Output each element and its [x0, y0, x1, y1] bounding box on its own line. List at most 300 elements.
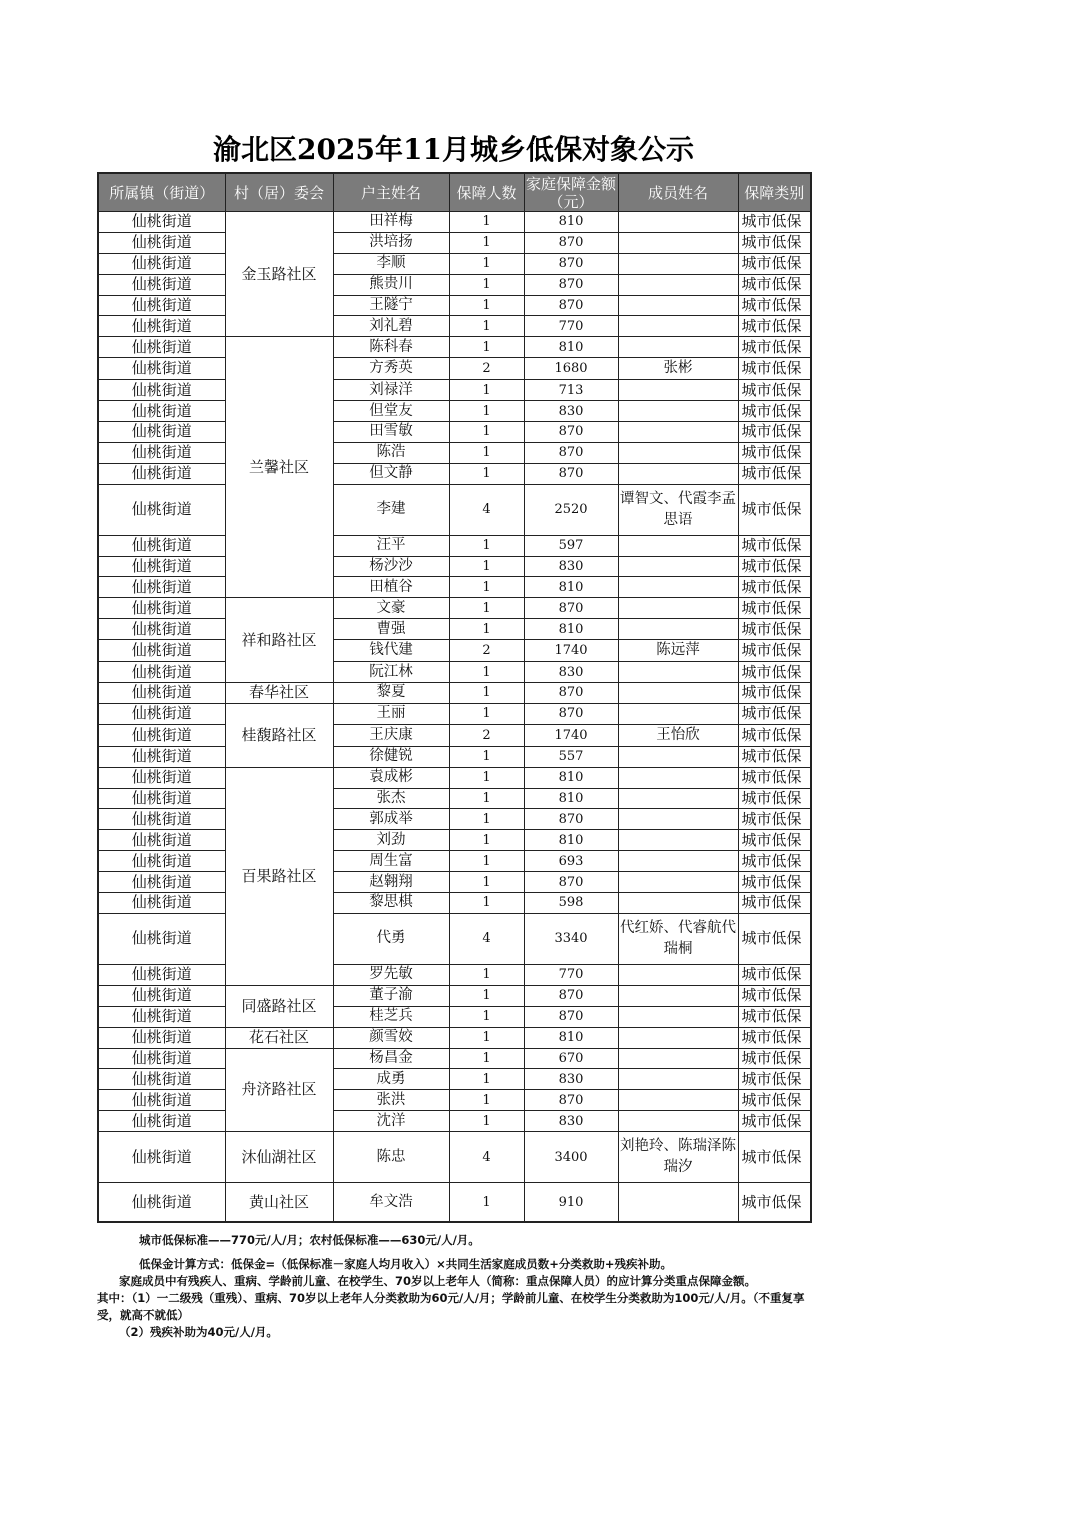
cell-count: 1 [449, 1006, 524, 1027]
cell-count: 1 [449, 662, 524, 683]
cell-head-name: 刘礼碧 [333, 316, 449, 337]
cell-head-name: 张洪 [333, 1090, 449, 1111]
cell-count: 1 [449, 683, 524, 704]
cell-committee: 百果路社区 [225, 767, 333, 985]
cell-members [618, 401, 738, 422]
cell-head-name: 陈忠 [333, 1132, 449, 1183]
cell-head-name: 杨沙沙 [333, 556, 449, 577]
cell-head-name: 田植谷 [333, 577, 449, 598]
cell-amount: 830 [524, 1111, 618, 1132]
cell-members [618, 788, 738, 809]
table-row [98, 724, 811, 746]
cell-head-name: 牟文浩 [333, 1183, 449, 1223]
cell-type: 城市低保 [738, 337, 811, 358]
table-row [98, 1048, 811, 1069]
cell-members [618, 295, 738, 316]
cell-count: 4 [449, 484, 524, 535]
table-row [98, 964, 811, 985]
cell-amount: 810 [524, 212, 618, 233]
cell-head-name: 郭成举 [333, 809, 449, 830]
cell-amount: 870 [524, 295, 618, 316]
cell-members [618, 253, 738, 274]
cell-members: 张彬 [618, 358, 738, 380]
cell-amount: 1740 [524, 724, 618, 746]
header-head-name: 户主姓名 [333, 173, 449, 212]
table-row [98, 913, 811, 964]
cell-members [618, 556, 738, 577]
header-amount: 家庭保障金额（元） [525, 174, 616, 211]
header-members: 成员姓名 [618, 173, 738, 212]
cell-head-name: 张杰 [333, 788, 449, 809]
cell-type: 城市低保 [738, 640, 811, 662]
cell-amount: 810 [524, 1027, 618, 1048]
cell-members [618, 1090, 738, 1111]
cell-members [618, 212, 738, 233]
cell-type: 城市低保 [738, 872, 811, 893]
cell-town: 仙桃街道 [98, 893, 225, 914]
cell-head-name: 曹强 [333, 619, 449, 640]
cell-amount: 1740 [524, 640, 618, 662]
table-row [98, 535, 811, 556]
cell-type: 城市低保 [738, 232, 811, 253]
cell-town: 仙桃街道 [98, 872, 225, 893]
cell-head-name: 赵翱翔 [333, 872, 449, 893]
table-row [98, 253, 811, 274]
header-count: 保障人数 [449, 173, 524, 212]
table-row [98, 380, 811, 401]
cell-count: 1 [449, 1048, 524, 1069]
header-town: 所属镇（街道） [98, 173, 225, 212]
cell-type: 城市低保 [738, 893, 811, 914]
cell-type: 城市低保 [738, 295, 811, 316]
cell-members [618, 577, 738, 598]
note-item-1: 其中：（1）一二级残（重残）、重病、70岁以上老年人分类救助为60元/人/月；学龄前儿童、在校学生分类救助为100元/人/月。（不重复享受，就高不就低） [97, 1291, 805, 1322]
cell-town: 仙桃街道 [98, 662, 225, 683]
cell-town: 仙桃街道 [98, 463, 225, 484]
cell-head-name: 田祥梅 [333, 212, 449, 233]
cell-town: 仙桃街道 [98, 788, 225, 809]
cell-town: 仙桃街道 [98, 619, 225, 640]
cell-amount: 870 [524, 463, 618, 484]
cell-members: 刘艳玲、陈瑞泽陈瑞汐 [618, 1132, 738, 1183]
table-row [98, 295, 811, 316]
table-row [98, 442, 811, 463]
cell-members [618, 274, 738, 295]
cell-head-name: 王庆康 [333, 724, 449, 746]
cell-town: 仙桃街道 [98, 913, 225, 964]
cell-town: 仙桃街道 [98, 253, 225, 274]
cell-town: 仙桃街道 [98, 1069, 225, 1090]
table-row [98, 809, 811, 830]
cell-count: 1 [449, 746, 524, 767]
cell-count: 1 [449, 830, 524, 851]
cell-town: 仙桃街道 [98, 1027, 225, 1048]
cell-type: 城市低保 [738, 401, 811, 422]
cell-amount: 810 [524, 577, 618, 598]
header-committee: 村（居）委会 [225, 173, 333, 212]
table-row [98, 358, 811, 380]
cell-town: 仙桃街道 [98, 640, 225, 662]
cell-town: 仙桃街道 [98, 1183, 225, 1223]
cell-type: 城市低保 [738, 380, 811, 401]
cell-members [618, 380, 738, 401]
cell-type: 城市低保 [738, 964, 811, 985]
cell-type: 城市低保 [738, 851, 811, 872]
cell-head-name: 陈科春 [333, 337, 449, 358]
table-row [98, 232, 811, 253]
header-type: 保障类别 [738, 173, 811, 212]
cell-town: 仙桃街道 [98, 401, 225, 422]
cell-town: 仙桃街道 [98, 703, 225, 724]
cell-head-name: 杨昌金 [333, 1048, 449, 1069]
cell-head-name: 方秀英 [333, 358, 449, 380]
table-row [98, 556, 811, 577]
cell-amount: 870 [524, 442, 618, 463]
cell-town: 仙桃街道 [98, 830, 225, 851]
note-item-2: （2）残疾补助为40元/人/月。 [119, 1325, 278, 1339]
cell-committee: 黄山社区 [225, 1183, 333, 1223]
cell-count: 2 [449, 358, 524, 380]
cell-count: 1 [449, 535, 524, 556]
cell-town: 仙桃街道 [98, 556, 225, 577]
cell-count: 2 [449, 724, 524, 746]
cell-head-name: 代勇 [333, 913, 449, 964]
cell-town: 仙桃街道 [98, 683, 225, 704]
table-row [98, 767, 811, 788]
cell-type: 城市低保 [738, 422, 811, 443]
table-row [98, 985, 811, 1006]
cell-count: 1 [449, 767, 524, 788]
table-row [98, 703, 811, 724]
table-row [98, 212, 811, 233]
cell-town: 仙桃街道 [98, 724, 225, 746]
cell-amount: 557 [524, 746, 618, 767]
cell-town: 仙桃街道 [98, 985, 225, 1006]
cell-head-name: 徐健锐 [333, 746, 449, 767]
note-standard: 城市低保标准——770元/人/月；农村低保标准——630元/人/月。 [139, 1233, 480, 1247]
cell-members: 王怡欣 [618, 724, 738, 746]
cell-amount: 870 [524, 598, 618, 619]
table-row [98, 598, 811, 619]
cell-type: 城市低保 [738, 619, 811, 640]
cell-count: 1 [449, 380, 524, 401]
note-key-persons: 家庭成员中有残疾人、重病、学龄前儿童、在校学生、70岁以上老年人（简称：重点保障人员）的应计算分类重点保障金额。 [119, 1274, 756, 1288]
cell-members [618, 964, 738, 985]
cell-count: 1 [449, 703, 524, 724]
table-row [98, 422, 811, 443]
table-row [98, 788, 811, 809]
cell-amount: 670 [524, 1048, 618, 1069]
cell-type: 城市低保 [738, 913, 811, 964]
cell-amount: 810 [524, 767, 618, 788]
table-row [98, 1069, 811, 1090]
cell-count: 1 [449, 1090, 524, 1111]
cell-type: 城市低保 [738, 1183, 811, 1223]
cell-type: 城市低保 [738, 463, 811, 484]
cell-town: 仙桃街道 [98, 1111, 225, 1132]
cell-town: 仙桃街道 [98, 767, 225, 788]
assistance-table [97, 172, 812, 1223]
cell-committee: 舟济路社区 [225, 1048, 333, 1132]
cell-head-name: 黎夏 [333, 683, 449, 704]
cell-count: 1 [449, 872, 524, 893]
cell-amount: 870 [524, 872, 618, 893]
table-row [98, 872, 811, 893]
table-row [98, 1027, 811, 1048]
cell-type: 城市低保 [738, 253, 811, 274]
cell-town: 仙桃街道 [98, 422, 225, 443]
cell-members [618, 683, 738, 704]
cell-count: 1 [449, 851, 524, 872]
cell-town: 仙桃街道 [98, 809, 225, 830]
cell-town: 仙桃街道 [98, 358, 225, 380]
cell-count: 1 [449, 788, 524, 809]
cell-members [618, 535, 738, 556]
cell-amount: 810 [524, 830, 618, 851]
cell-town: 仙桃街道 [98, 746, 225, 767]
cell-amount: 693 [524, 851, 618, 872]
cell-town: 仙桃街道 [98, 337, 225, 358]
cell-head-name: 罗先敏 [333, 964, 449, 985]
cell-committee: 桂馥路社区 [225, 703, 333, 767]
cell-town: 仙桃街道 [98, 1006, 225, 1027]
cell-type: 城市低保 [738, 1090, 811, 1111]
table-row [98, 274, 811, 295]
cell-count: 1 [449, 809, 524, 830]
cell-count: 1 [449, 1069, 524, 1090]
cell-amount: 830 [524, 662, 618, 683]
cell-head-name: 桂芝兵 [333, 1006, 449, 1027]
cell-members [618, 809, 738, 830]
cell-members [618, 463, 738, 484]
cell-town: 仙桃街道 [98, 577, 225, 598]
cell-head-name: 李建 [333, 484, 449, 535]
cell-count: 1 [449, 463, 524, 484]
cell-amount: 810 [524, 619, 618, 640]
cell-head-name: 洪培扬 [333, 232, 449, 253]
table-row [98, 683, 811, 704]
cell-town: 仙桃街道 [98, 212, 225, 233]
cell-type: 城市低保 [738, 1069, 811, 1090]
table-row [98, 1111, 811, 1132]
table-row [98, 1090, 811, 1111]
cell-members [618, 703, 738, 724]
cell-amount: 2520 [524, 484, 618, 535]
cell-committee: 沐仙湖社区 [225, 1132, 333, 1183]
cell-head-name: 李顺 [333, 253, 449, 274]
cell-count: 1 [449, 316, 524, 337]
cell-members [618, 746, 738, 767]
cell-members [618, 985, 738, 1006]
cell-members: 谭智文、代霞李孟思语 [618, 484, 738, 535]
cell-amount: 830 [524, 1069, 618, 1090]
cell-count: 1 [449, 232, 524, 253]
cell-members [618, 1183, 738, 1223]
cell-type: 城市低保 [738, 1111, 811, 1132]
cell-amount: 870 [524, 703, 618, 724]
table-header-row [98, 173, 811, 212]
page-title: 渝北区2025年11月城乡低保对象公示 [213, 133, 694, 166]
cell-type: 城市低保 [738, 484, 811, 535]
cell-head-name: 陈浩 [333, 442, 449, 463]
cell-town: 仙桃街道 [98, 274, 225, 295]
cell-count: 1 [449, 1183, 524, 1223]
table-row [98, 830, 811, 851]
cell-members [618, 767, 738, 788]
cell-type: 城市低保 [738, 577, 811, 598]
cell-type: 城市低保 [738, 746, 811, 767]
cell-town: 仙桃街道 [98, 1048, 225, 1069]
footnotes [97, 1232, 810, 1341]
table-row [98, 1006, 811, 1027]
cell-count: 1 [449, 619, 524, 640]
cell-count: 1 [449, 337, 524, 358]
cell-type: 城市低保 [738, 830, 811, 851]
cell-town: 仙桃街道 [98, 316, 225, 337]
cell-count: 1 [449, 893, 524, 914]
cell-head-name: 汪平 [333, 535, 449, 556]
cell-members [618, 1069, 738, 1090]
cell-head-name: 周生富 [333, 851, 449, 872]
cell-members [618, 872, 738, 893]
cell-town: 仙桃街道 [98, 1132, 225, 1183]
cell-members [618, 337, 738, 358]
cell-count: 4 [449, 1132, 524, 1183]
cell-head-name: 刘劲 [333, 830, 449, 851]
cell-count: 4 [449, 913, 524, 964]
cell-head-name: 刘禄洋 [333, 380, 449, 401]
cell-count: 1 [449, 964, 524, 985]
cell-amount: 870 [524, 1090, 618, 1111]
cell-members: 陈远萍 [618, 640, 738, 662]
cell-town: 仙桃街道 [98, 598, 225, 619]
cell-town: 仙桃街道 [98, 851, 225, 872]
table-row [98, 746, 811, 767]
cell-head-name: 文豪 [333, 598, 449, 619]
table-row [98, 662, 811, 683]
cell-head-name: 董子渝 [333, 985, 449, 1006]
cell-members [618, 232, 738, 253]
table-row [98, 1183, 811, 1223]
cell-count: 1 [449, 1027, 524, 1048]
cell-count: 1 [449, 295, 524, 316]
cell-head-name: 钱代建 [333, 640, 449, 662]
cell-head-name: 沈洋 [333, 1111, 449, 1132]
cell-head-name: 成勇 [333, 1069, 449, 1090]
cell-type: 城市低保 [738, 662, 811, 683]
cell-count: 1 [449, 598, 524, 619]
cell-type: 城市低保 [738, 556, 811, 577]
cell-committee: 同盛路社区 [225, 985, 333, 1027]
cell-committee: 金玉路社区 [225, 212, 333, 337]
cell-amount: 830 [524, 401, 618, 422]
cell-members [618, 422, 738, 443]
cell-count: 1 [449, 442, 524, 463]
cell-type: 城市低保 [738, 535, 811, 556]
cell-head-name: 阮江林 [333, 662, 449, 683]
cell-type: 城市低保 [738, 985, 811, 1006]
cell-count: 1 [449, 212, 524, 233]
cell-count: 1 [449, 556, 524, 577]
table-row [98, 851, 811, 872]
cell-type: 城市低保 [738, 724, 811, 746]
cell-amount: 3400 [524, 1132, 618, 1183]
cell-amount: 870 [524, 809, 618, 830]
cell-head-name: 王丽 [333, 703, 449, 724]
cell-count: 1 [449, 577, 524, 598]
cell-type: 城市低保 [738, 442, 811, 463]
cell-amount: 598 [524, 893, 618, 914]
cell-head-name: 但堂友 [333, 401, 449, 422]
cell-amount: 3340 [524, 913, 618, 964]
cell-amount: 830 [524, 556, 618, 577]
cell-count: 1 [449, 253, 524, 274]
cell-amount: 770 [524, 316, 618, 337]
cell-amount: 810 [524, 788, 618, 809]
table-body [98, 212, 811, 1223]
cell-count: 1 [449, 274, 524, 295]
cell-count: 1 [449, 401, 524, 422]
cell-amount: 870 [524, 422, 618, 443]
cell-amount: 870 [524, 683, 618, 704]
cell-head-name: 袁成彬 [333, 767, 449, 788]
cell-members [618, 662, 738, 683]
cell-members [618, 598, 738, 619]
table-row [98, 316, 811, 337]
table-row [98, 337, 811, 358]
cell-type: 城市低保 [738, 1132, 811, 1183]
table-row [98, 640, 811, 662]
cell-amount: 870 [524, 232, 618, 253]
cell-type: 城市低保 [738, 598, 811, 619]
cell-amount: 1680 [524, 358, 618, 380]
table-row [98, 463, 811, 484]
cell-type: 城市低保 [738, 683, 811, 704]
cell-members [618, 1111, 738, 1132]
cell-members [618, 830, 738, 851]
cell-head-name: 王隧宁 [333, 295, 449, 316]
table-row [98, 893, 811, 914]
note-formula: 低保金计算方式：低保金=（低保标准－家庭人均月收入）×共同生活家庭成员数+分类救助+残疾补助。 [139, 1257, 673, 1271]
cell-count: 1 [449, 422, 524, 443]
cell-amount: 870 [524, 985, 618, 1006]
cell-count: 2 [449, 640, 524, 662]
cell-committee: 春华社区 [225, 683, 333, 704]
cell-type: 城市低保 [738, 703, 811, 724]
cell-head-name: 田雪敏 [333, 422, 449, 443]
cell-town: 仙桃街道 [98, 442, 225, 463]
cell-members [618, 442, 738, 463]
cell-town: 仙桃街道 [98, 535, 225, 556]
cell-type: 城市低保 [738, 1027, 811, 1048]
cell-type: 城市低保 [738, 1006, 811, 1027]
cell-amount: 870 [524, 1006, 618, 1027]
cell-type: 城市低保 [738, 212, 811, 233]
table-row [98, 484, 811, 535]
cell-count: 1 [449, 1111, 524, 1132]
cell-members [618, 316, 738, 337]
cell-amount: 713 [524, 380, 618, 401]
cell-town: 仙桃街道 [98, 295, 225, 316]
cell-type: 城市低保 [738, 767, 811, 788]
cell-amount: 597 [524, 535, 618, 556]
cell-amount: 870 [524, 274, 618, 295]
table-row [98, 577, 811, 598]
cell-amount: 810 [524, 337, 618, 358]
cell-type: 城市低保 [738, 809, 811, 830]
cell-type: 城市低保 [738, 1048, 811, 1069]
cell-committee: 花石社区 [225, 1027, 333, 1048]
